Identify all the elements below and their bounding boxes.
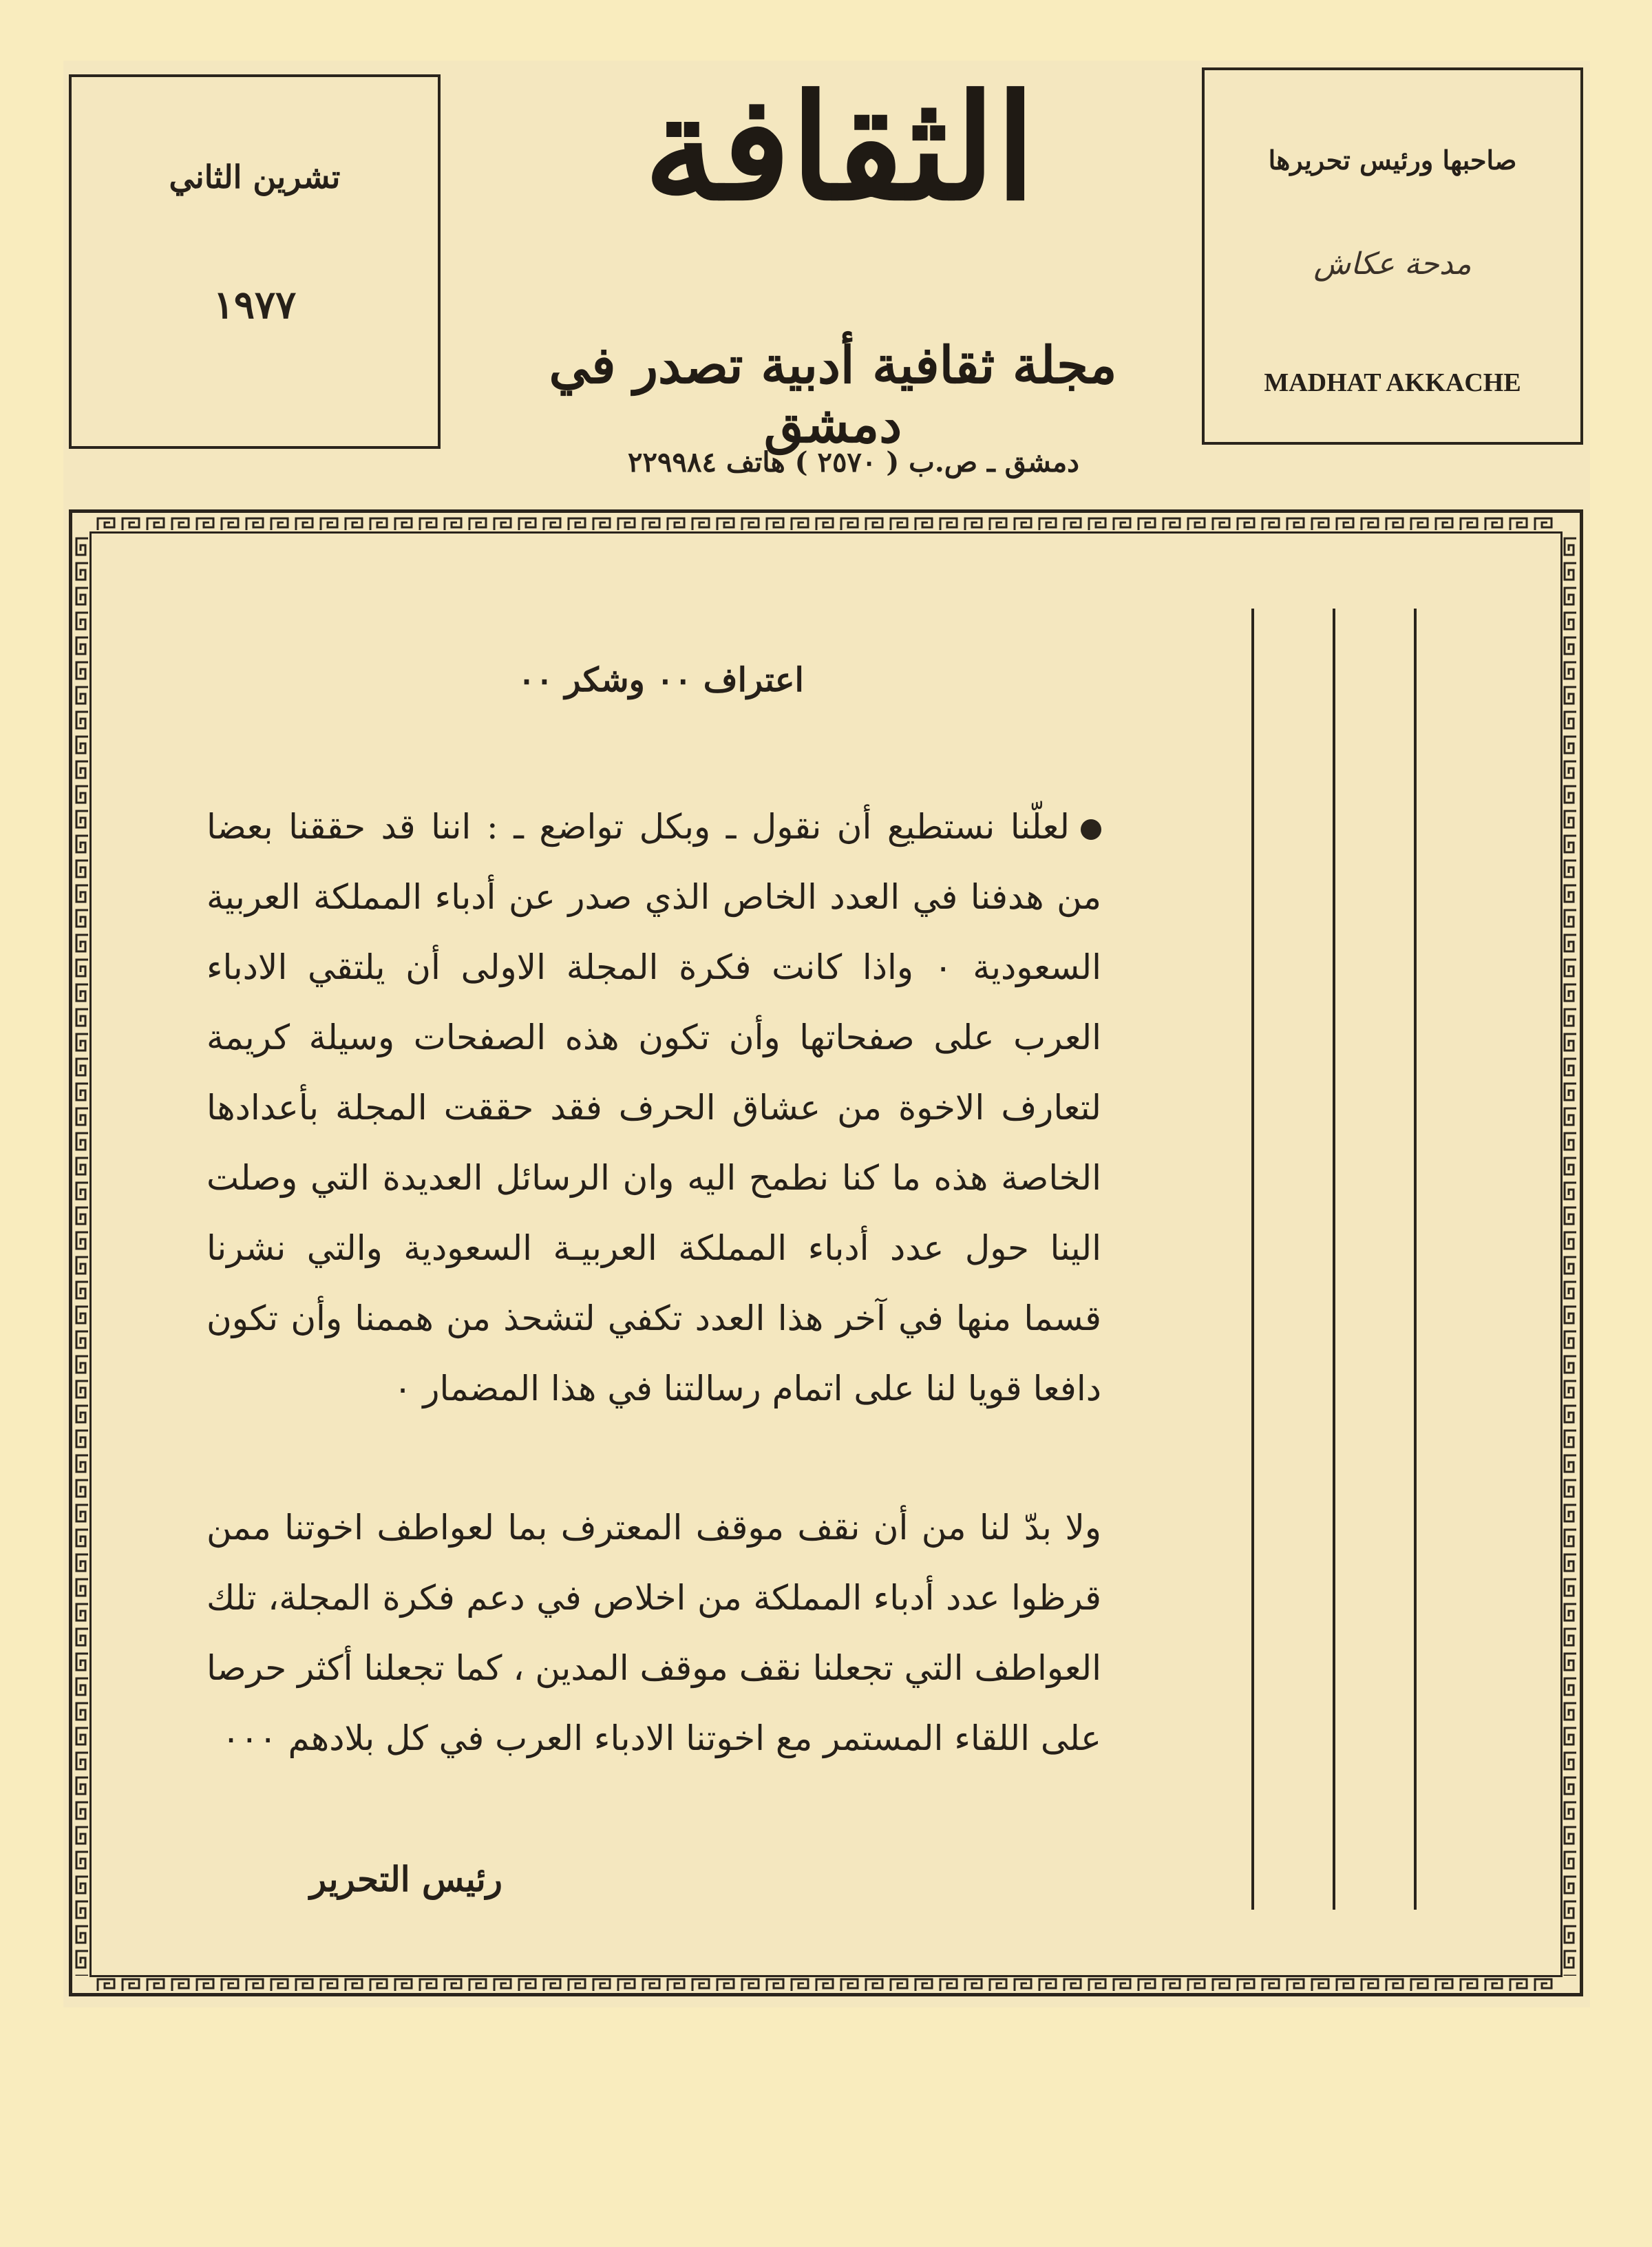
magazine-title: الثقافة: [644, 63, 1036, 233]
greek-key-border-bottom: [96, 1977, 1556, 1992]
issue-year: ١٩٧٧: [213, 282, 297, 328]
bullet-icon: [1081, 819, 1101, 840]
owner-label: صاحبها ورئيس تحريرها: [1268, 145, 1517, 176]
greek-key-border-right: [1563, 537, 1578, 1976]
article-paragraph: [206, 792, 1101, 1459]
owner-signature: مدحة عكاش: [1313, 246, 1472, 282]
margin-rule: [1251, 609, 1254, 1910]
article-paragraph-text: لعلّنا نستطيع أن نقول ـ وبكل تواضع ـ : اننا قد حققنا بعضا من هدفنا في العدد الخاص الذي صدر عن أدباء المملكة العربية السعودية ٠ واذا كانت فكرة المجلة الاولى أن يلتقي الادباء العرب على صفحاتها وأن تكون هذه الصفحات وسيلة كريمة لتعارف الاخوة من عشاق الحرف فقد حققت المجلة بأعدادها الخاصة هذه ما كنا نطمح اليه وان الرسائل العديدة التي وصلت الينا حول عدد أدباء المملكة العربيـة السعودية والتي نشرنا قسما منها في آخر هذا العدد تكفي لتشحذ من هممنا وأن تكون دافعا قويا لنا على اتمام رسالتنا في هذا المضمار ٠: [206, 807, 1101, 1409]
editor-signature: رئيس التحرير: [310, 1859, 502, 1899]
owner-name-latin: MADHAT AKKACHE: [1264, 368, 1521, 397]
greek-key-border-top: [96, 516, 1556, 531]
margin-rule: [1414, 609, 1417, 1910]
margin-rule: [1333, 609, 1335, 1910]
owner-box: [1202, 67, 1583, 445]
issue-month: تشرين الثاني: [169, 158, 341, 196]
magazine-subtitle: مجلة ثقافية أدبية تصدر في دمشق: [549, 336, 1117, 454]
greek-key-border-left: [74, 537, 89, 1976]
article-paragraph: ولا بدّ لنا من أن نقف موقف المعترف بما لعواطف اخوتنا ممن قرظوا عدد أدباء المملكة من اخلاص في دعم فكرة المجلة، تلك العواطف التي تجعلنا نقف موقف المدين ، كما تجعلنا أكثر حرصا على اللقاء المستمر مع اخوتنا الادباء العرب في كل بلادهم ٠٠٠: [206, 1508, 1101, 1758]
issue-date-box: [69, 74, 441, 449]
article-title: اعتراف ٠٠ وشكر ٠٠: [518, 661, 804, 699]
magazine-address: دمشق ـ ص.ب ( ٢٥٧٠ ) هاتف ٢٢٩٩٨٤: [628, 446, 1079, 478]
